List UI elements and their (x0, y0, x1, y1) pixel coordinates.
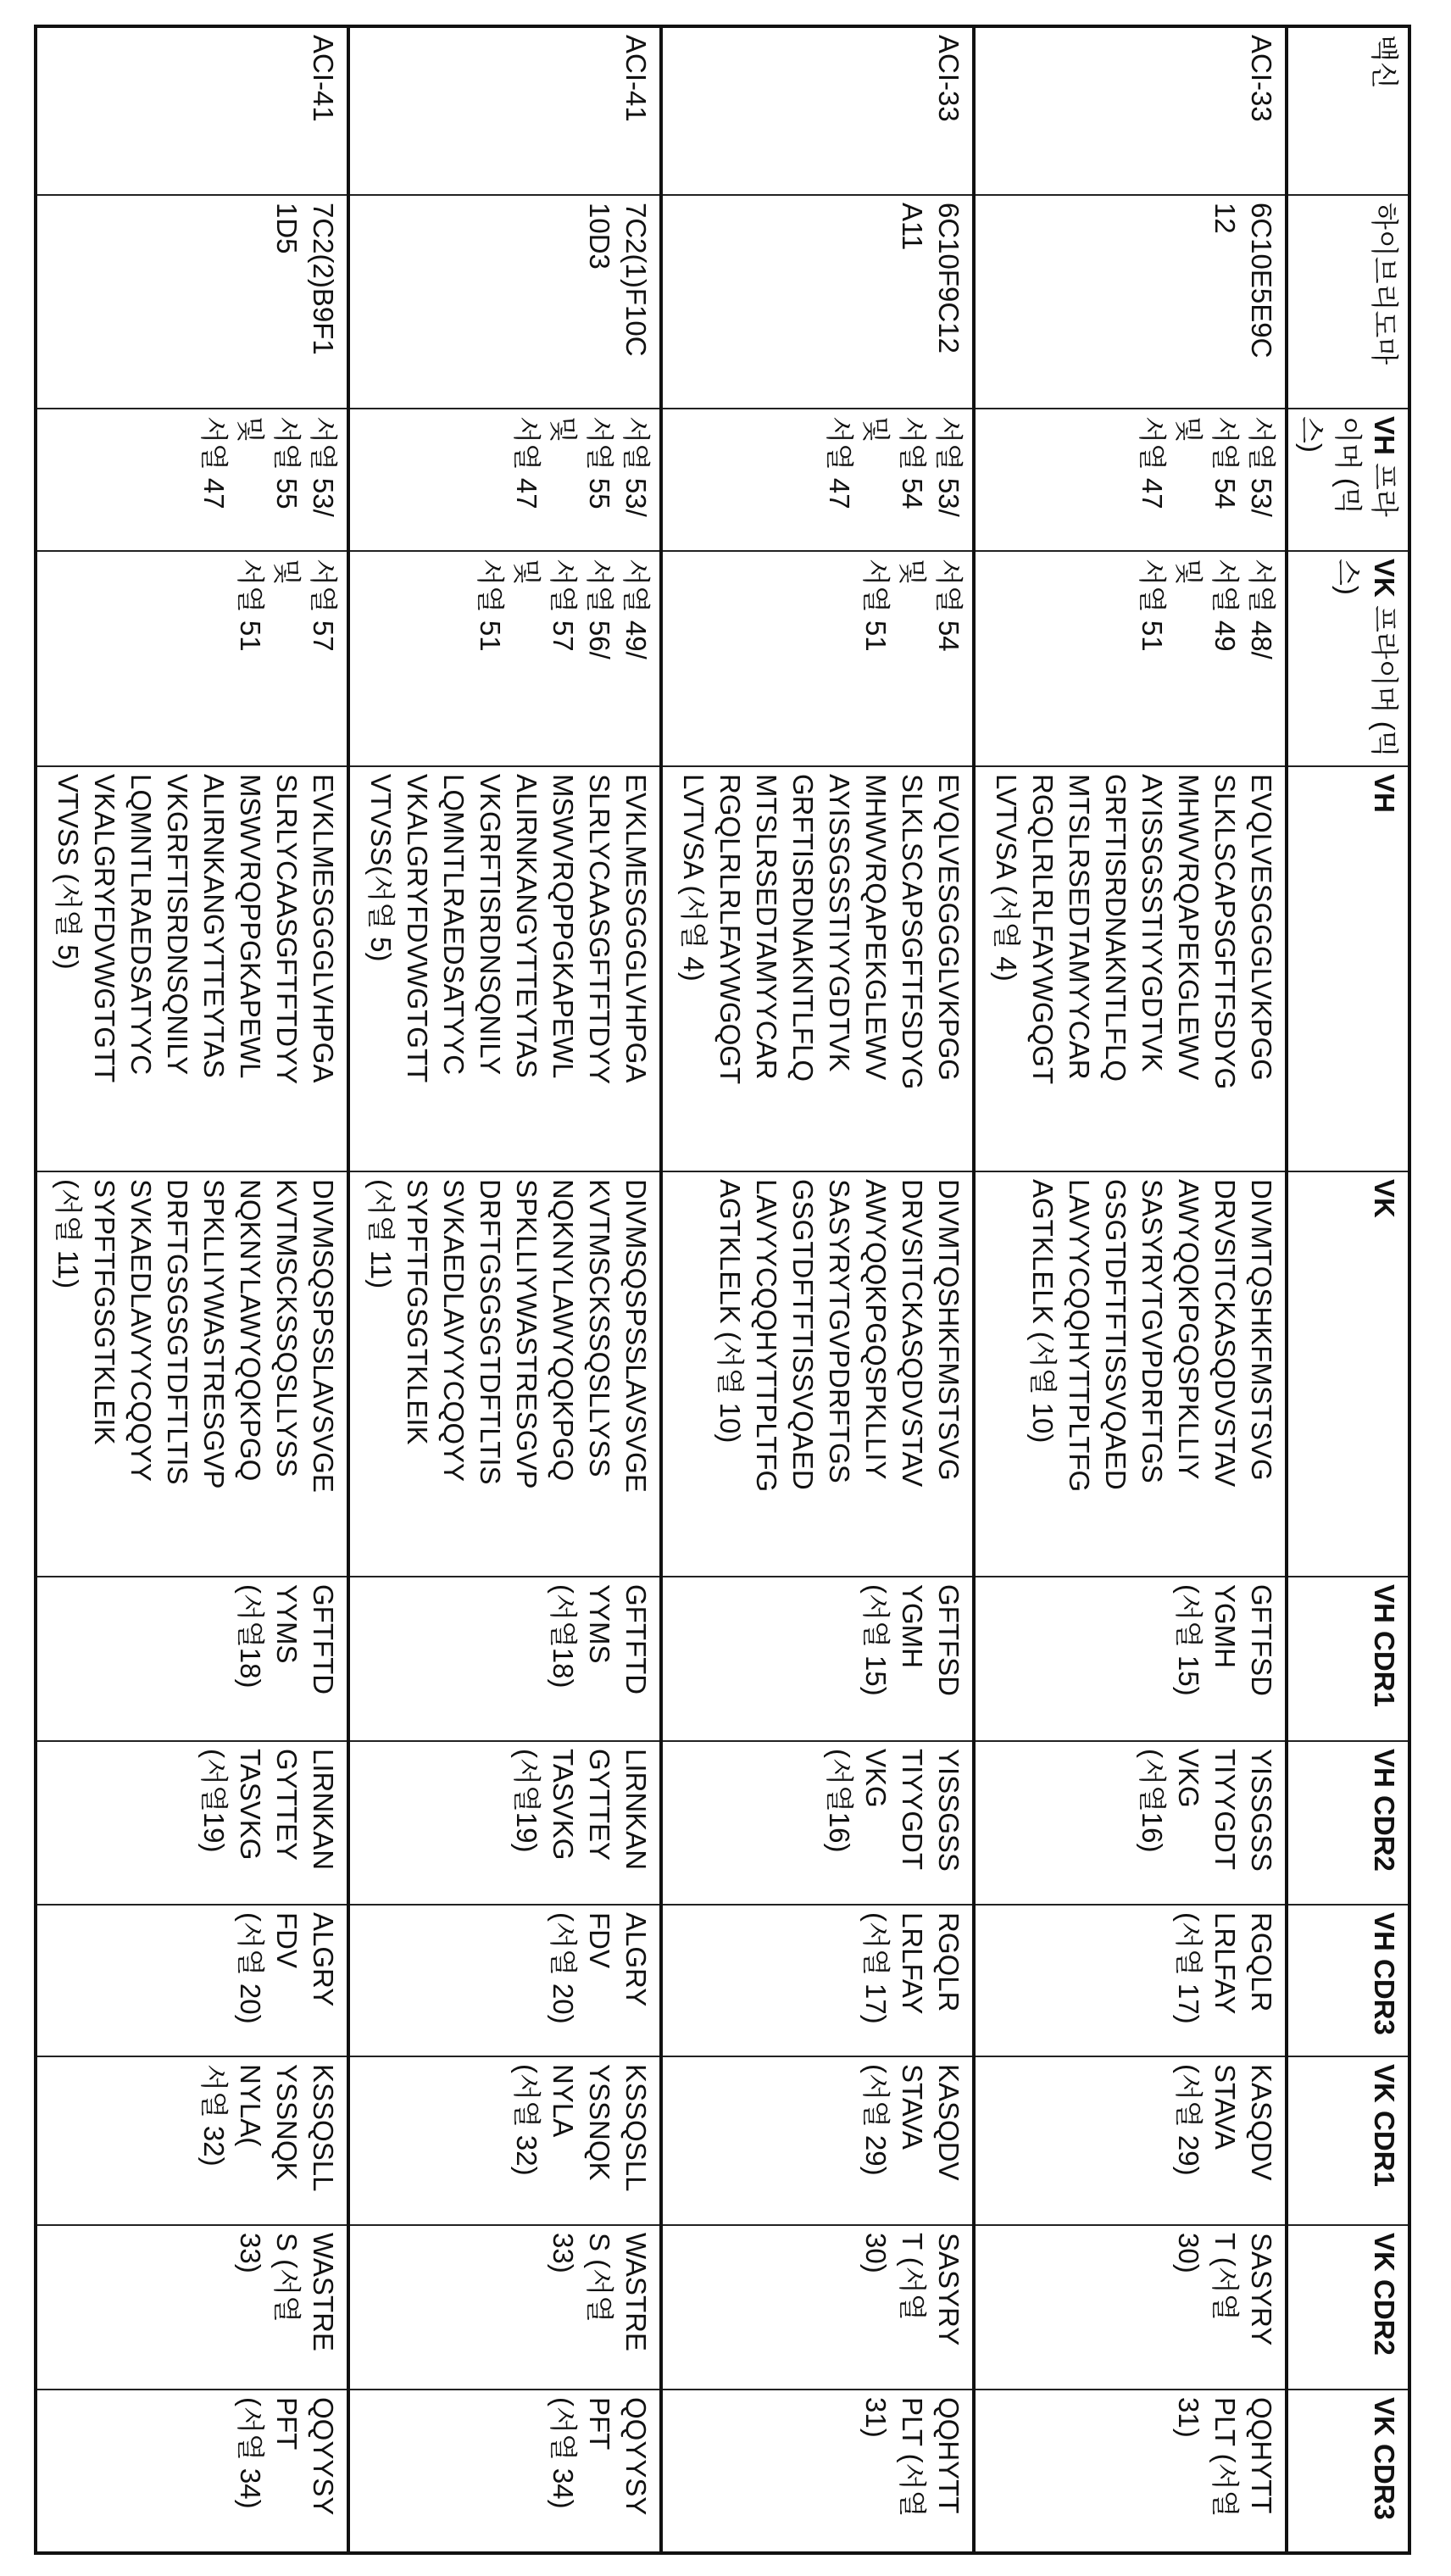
cell-vh-primer: 서열 53/ 서열 54 및 서열 47 (974, 409, 1287, 551)
header-hybridoma (1287, 195, 1409, 409)
header-label-bold: VK (1369, 1179, 1400, 1218)
rotated-page (34, 25, 1411, 2555)
header-label-bold: VH CDR1 (1369, 1584, 1400, 1707)
cell-vh-cdr2: YISSGSS TIYYGDT VKG (서열16) (974, 1741, 1287, 1905)
cell-vk-cdr2: WASTRE S (서열 33) (36, 2225, 348, 2390)
header-vh-primer (1287, 409, 1409, 551)
cell-vk-primer: 서열 54 및 서열 51 (661, 551, 974, 766)
cell-hybridoma: 7C2(1)F10C 10D3 (348, 195, 661, 409)
header-label-bold: VH (1369, 774, 1400, 813)
cell-vk-primer: 서열 57 및 서열 51 (36, 551, 348, 766)
cell-vh-cdr3: ALGRY FDV (서열 20) (348, 1905, 661, 2056)
cell-vk-cdr1: KASQDV STAVA (서열 29) (974, 2056, 1287, 2225)
header-vk-cdr3 (1287, 2390, 1409, 2553)
header-label: 하이브리도마 (1369, 203, 1400, 364)
cell-vh-cdr2: LIRNKAN GYTTEY TASVKG (서열19) (36, 1741, 348, 1905)
cell-vaccine: ACI-41 (36, 26, 348, 195)
header-vk-cdr2 (1287, 2225, 1409, 2390)
cell-vk-cdr1: KSSQSLL YSSNQK NYLA( 서열 32) (36, 2056, 348, 2225)
cell-hybridoma: 6C10F9C12 A11 (661, 195, 974, 409)
cell-vk-cdr2: SASYRY T (서열 30) (661, 2225, 974, 2390)
header-label-bold: VH CDR3 (1369, 1912, 1400, 2035)
header-vaccine (1287, 26, 1409, 195)
header-label-bold: VK CDR2 (1369, 2233, 1400, 2356)
cell-vk: DIVMTQSHKFMSTSVG DRVSITCKASQDVSTAV AWYQQKPGQSPKLLIY SASYRYTGVPDRFTGS GSGTDFTFTISSVQAED LAVYYCQQHYTTPLTFG AGTKLELK (서열 10) (974, 1171, 1287, 1577)
header-vh-cdr1 (1287, 1577, 1409, 1741)
cell-vaccine: ACI-33 (974, 26, 1287, 195)
header-label-bold: VK (1369, 559, 1400, 598)
cell-vh-cdr3: ALGRY FDV (서열 20) (36, 1905, 348, 2056)
cell-vh-cdr1: GFTFTD YYMS (서열18) (348, 1577, 661, 1741)
cell-vk-primer: 서열 49/ 서열 56/ 서열 57 및 서열 51 (348, 551, 661, 766)
cell-vh-cdr1: GFTFSD YGMH (서열 15) (661, 1577, 974, 1741)
table-row (348, 26, 661, 2553)
antibody-sequence-table (34, 25, 1411, 2555)
header-label-bold: VH CDR2 (1369, 1749, 1400, 1872)
cell-vh: EVQLVESGGGLVKPGG SLKLSCAPSGFTFSDYG MHWVRQAPEKGLEWV AYISSGSSTIYYGDTVK GRFTISRDNAKNTLFLQ MTSLRSEDTAMYYCAR RGQLRLRLFAYWGQGT LVTVSA (서열 4) (661, 766, 974, 1171)
cell-vh-cdr3: RGQLR LRLFAY (서열 17) (661, 1905, 974, 2056)
header-label-bold: VK CDR1 (1369, 2064, 1400, 2187)
header-vh-cdr2 (1287, 1741, 1409, 1905)
header-label-bold: VK CDR3 (1369, 2397, 1400, 2520)
header-vk (1287, 1171, 1409, 1577)
header-label: 프라이머 (믹스) (1296, 416, 1400, 517)
header-vh (1287, 766, 1409, 1171)
header-vk-primer (1287, 551, 1409, 766)
cell-vk: DIVMSQSPSSLAVSVGE KVTMSCKSSQSLLYSS NQKNYLAWYQQKPGQ SPKLLIYWASTRESGVP DRFTGSGSGTDFTLTIS SVKAEDLAVYYCQQYY SYPFTFGSGTKLEIK (서열 11) (36, 1171, 348, 1577)
cell-vh-cdr1: GFTFTD YYMS (서열18) (36, 1577, 348, 1741)
cell-hybridoma: 6C10E5E9C 12 (974, 195, 1287, 409)
header-vh-cdr3 (1287, 1905, 1409, 2056)
header-label-bold: VH (1369, 416, 1400, 455)
table-row (661, 26, 974, 2553)
cell-vaccine: ACI-41 (348, 26, 661, 195)
cell-vk-cdr1: KASQDV STAVA (서열 29) (661, 2056, 974, 2225)
cell-vaccine: ACI-33 (661, 26, 974, 195)
header-label: 백신 (1369, 35, 1400, 89)
cell-vh-cdr1: GFTFSD YGMH (서열 15) (974, 1577, 1287, 1741)
cell-vk-cdr2: WASTRE S (서열 33) (348, 2225, 661, 2390)
cell-vk-cdr3: QQYYSY PFT (서열 34) (36, 2390, 348, 2553)
cell-vk-cdr3: QQHYTT PLT (서열 31) (661, 2390, 974, 2553)
header-label: 프라이머 (믹스) (1332, 559, 1400, 758)
cell-vh: EVQLVESGGGLVKPGG SLKLSCAPSGFTFSDYG MHWVRQAPEKGLEWV AYISSGSSTIYYGDTVK GRFTISRDNAKNTLFLQ MTSLRSEDTAMYYCAR RGQLRLRLFAYWGQGT LVTVSA (서열 4) (974, 766, 1287, 1171)
cell-vk: DIVMTQSHKFMSTSVG DRVSITCKASQDVSTAV AWYQQKPGQSPKLLIY SASYRYTGVPDRFTGS GSGTDFTFTISSVQAED LAVYYCQQHYTTPLTFG AGTKLELK (서열 10) (661, 1171, 974, 1577)
header-row (1287, 26, 1409, 2553)
table-row (974, 26, 1287, 2553)
cell-vk-cdr2: SASYRY T (서열 30) (974, 2225, 1287, 2390)
cell-vh-cdr2: LIRNKAN GYTTEY TASVKG (서열19) (348, 1741, 661, 1905)
cell-vk-cdr1: KSSQSLL YSSNQK NYLA (서열 32) (348, 2056, 661, 2225)
cell-vh: EVKLMESGGGLVHPGA SLRLYCAASGFTFTDYY MSWVRQPPGKAPEWL ALIRNKANGYTTEYTAS VKGRFTISRDNSQNILY LQMNTLRAEDSATYYC VKALGRYFDVWGTGTT VTVSS(서열 5) (348, 766, 661, 1171)
cell-vk-primer: 서열 48/ 서열 49 및 서열 51 (974, 551, 1287, 766)
table-row (36, 26, 348, 2553)
cell-hybridoma: 7C2(2)B9F1 1D5 (36, 195, 348, 409)
cell-vk: DIVMSQSPSSLAVSVGE KVTMSCKSSQSLLYSS NQKNYLAWYQQKPGQ SPKLLIYWASTRESGVP DRFTGSGSGTDFTLTIS SVKAEDLAVYYCQQYY SYPFTFGSGTKLEIK (서열 11) (348, 1171, 661, 1577)
header-vk-cdr1 (1287, 2056, 1409, 2225)
cell-vh-primer: 서열 53/ 서열 55 및 서열 47 (36, 409, 348, 551)
cell-vh-primer: 서열 53/ 서열 54 및 서열 47 (661, 409, 974, 551)
cell-vh-primer: 서열 53/ 서열 55 및 서열 47 (348, 409, 661, 551)
cell-vh: EVKLMESGGGLVHPGA SLRLYCAASGFTFTDYY MSWVRQPPGKAPEWL ALIRNKANGYTTEYTAS VKGRFTISRDNSQNILY LQMNTLRAEDSATYYC VKALGRYFDVWGTGTT VTVSS (서열 5) (36, 766, 348, 1171)
cell-vk-cdr3: QQYYSY PFT (서열 34) (348, 2390, 661, 2553)
cell-vh-cdr2: YISSGSS TIYYGDT VKG (서열16) (661, 1741, 974, 1905)
cell-vh-cdr3: RGQLR LRLFAY (서열 17) (974, 1905, 1287, 2056)
cell-vk-cdr3: QQHYTT PLT (서열 31) (974, 2390, 1287, 2553)
